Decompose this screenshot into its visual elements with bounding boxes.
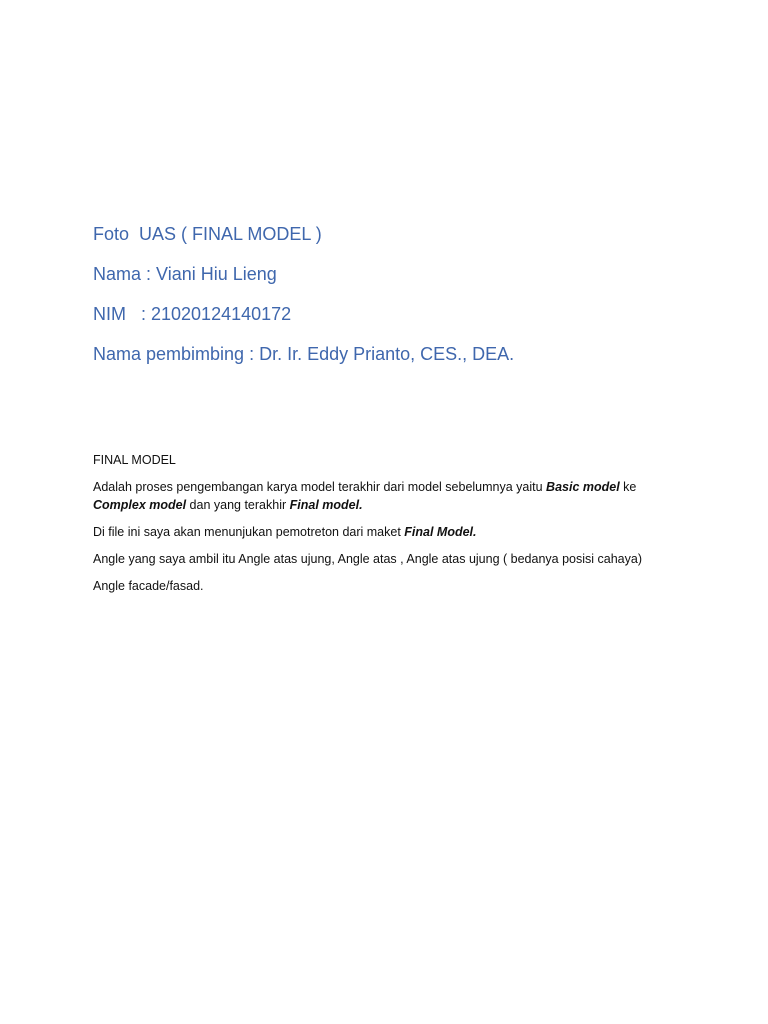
doc-title: Foto UAS ( FINAL MODEL ): [93, 224, 322, 244]
term-complex-model: Complex model: [93, 498, 187, 512]
term-basic-model: Basic model: [546, 480, 620, 494]
advisor-name: Nama pembimbing : Dr. Ir. Eddy Prianto, CES., DEA.: [93, 344, 515, 364]
paragraph-description: [93, 478, 693, 514]
text-run: dan yang terakhir: [186, 498, 290, 512]
text-run: Adalah proses pengembangan karya model terakhir dari model sebelumnya yaitu: [93, 480, 547, 494]
student-id: NIM : 21020124140172: [93, 304, 292, 324]
student-name: Nama : Viani Hiu Lieng: [93, 264, 277, 284]
section-title: FINAL MODEL: [93, 453, 176, 467]
term-final-model-2: Final Model.: [404, 525, 477, 539]
body-block: [93, 451, 693, 595]
term-final-model: Final model.: [289, 498, 363, 512]
text-run: Di file ini saya akan menunjukan pemotreton dari maket: [93, 525, 405, 539]
paragraph-photo-intro: [93, 523, 693, 541]
text-run: ke: [619, 480, 637, 494]
header-block: [93, 220, 733, 380]
paragraph-angles: Angle yang saya ambil itu Angle atas ujung, Angle atas , Angle atas ujung ( bedanya posisi cahaya): [93, 552, 642, 566]
paragraph-facade: Angle facade/fasad.: [93, 579, 204, 593]
